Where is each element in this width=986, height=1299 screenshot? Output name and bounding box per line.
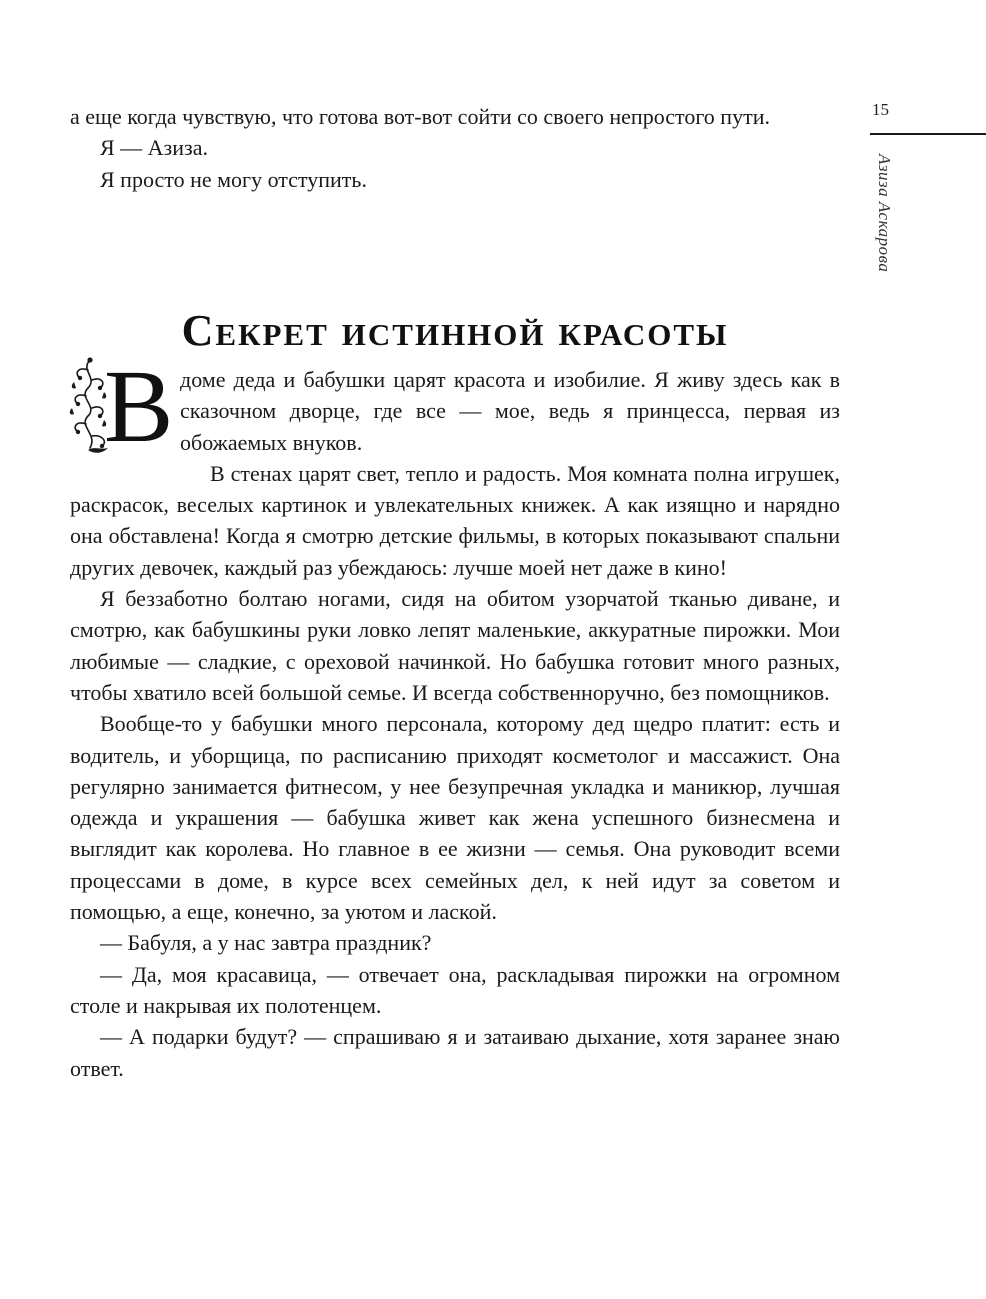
intro-paragraph: Я — Азиза. [100, 135, 208, 161]
dropcap [70, 349, 176, 464]
page-number: 15 [872, 100, 889, 119]
body-paragraph: Вообще-то у бабушки много персонала, которому дед щедро платит: есть и водитель, и уборщица, по расписанию приходят косметолог и массажист. Она регулярно занимается фитнесом, у нее безупречная укладка и маникюр, лучшая одежда и украшения — бабушка живет как жена успешного бизнесмена и выглядит как королева. Но главное в ее жизни — семья. Она руководит всеми процессами в доме, в курсе всех семейных дел, к ней идут за советом и помощью, а еще, конечно, за уютом и лаской. [70, 711, 840, 925]
chapter-body [70, 349, 840, 1084]
dialogue-line: — Бабуля, а у нас завтра праздник? [100, 930, 432, 956]
header-rule [870, 133, 986, 135]
chapter-title: Секрет истинной красоты [181, 306, 729, 356]
dialogue-line: — Да, моя красавица, — отвечает она, раскладывая пирожки на огромном столе и накрывая их полотенцем. [70, 961, 840, 1018]
body-paragraph: В стенах царят свет, тепло и радость. Моя комната полна игрушек, раскрасок, веселых картинок и увлекательных книжек. А как изящно и нарядно она обставлена! Когда я смотрю детские фильмы, в которых показывают спальни других девочек, каждый раз убеждаюсь: лучше моей нет даже в кино! [70, 460, 840, 580]
intro-paragraph: Я просто не могу отступить. [100, 166, 367, 192]
body-paragraph: Я беззаботно болтаю ногами, сидя на обитом узорчатой тканью диване, и смотрю, как бабушкины руки ловко лепят маленькие, аккуратные пирожки. Мои любимые — сладкие, с ореховой начинкой. Но бабушка готовит много разных, чтобы хватило всей большой семье. И всегда собственноручно, без помощников. [70, 586, 840, 705]
first-paragraph [70, 349, 840, 464]
intro-text [70, 101, 840, 195]
dialogue-line: — А подарки будут? — спрашиваю я и затаиваю дыхание, хотя заранее знаю ответ. [70, 1024, 840, 1081]
running-author: Азиза Аскарова [875, 154, 894, 273]
first-paragraph-text: доме деда и бабушки царят красота и изобилие. Я живу здесь как в сказочном дворце, где все — мое, ведь я принцесса, первая из обожаемых внуков. [180, 367, 840, 455]
dropcap-letter: В [104, 349, 174, 464]
intro-paragraph: а еще когда чувствую, что готова вот-вот сойти со своего непростого пути. [70, 104, 770, 129]
